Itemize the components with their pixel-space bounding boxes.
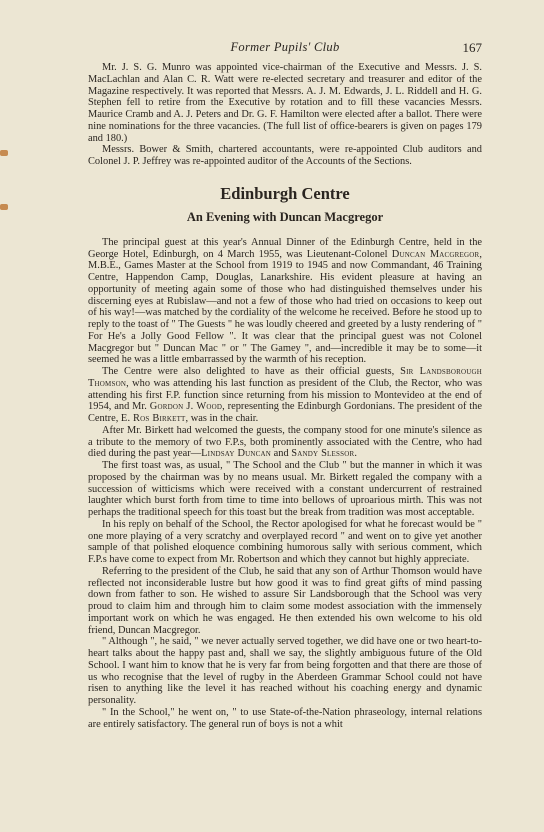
page-text (88, 62, 482, 730)
paragraph: Mr. J. S. G. Munro was appointed vice-chairman of the Executive and Messrs. J. S. MacLachlan and Alan C. R. Watt were re-elected secretary and treasurer and editor of the Magazine respectively. It was reported that Messrs. A. J. M. Edwards, J. L. Riddell and H. G. Stephen fell to retire from the Executive by rotation and to fill these vacancies Messrs. Maurice Cramb and A. J. Peters and Dr. G. F. Hamilton were elected after a ballot. There were nine nominations for the three vacancies. (The full list of office-bearers is given on pages 179 and 180.) (88, 62, 482, 144)
name-small-caps: Gordon J. Wood (149, 401, 223, 413)
margin-mark (0, 150, 8, 156)
section-title: Edinburgh Centre (220, 183, 350, 203)
paragraph: The principal guest at this year's Annual Dinner of the Edinburgh Centre, held in the George Hotel, Edinburgh, on 4 March 1955, was Lieutenant-Colonel Duncan Macgregor, M.B.E., Games Master at the School from 1919 to 1945 and now Commandant, 46 Training Centre, Happendon Camp, Douglas, Lanarkshire. His evident pleasure at having an opportunity of meeting again some of those who had distinguished themselves under his discerning eyes at Rubislaw—and not a few of those who had tried on occasions to keep out of his way!—was matched by the cordiality of the welcome he received. Before he stood up to reply to the toast of " The Guests " he was loudly cheered and greeted by a lusty rendering of " For He's a Jolly Good Fellow ". It was clear that the principal guest was not Colonel Macgregor but " Duncan Mac " or " The Gamey ", and—incredible it may be to some—it seemed he was a little embarrassed by the warmth of his reception. (88, 236, 482, 366)
page-number: 167 (462, 40, 482, 55)
paragraph: In his reply on behalf of the School, the Rector apologised for what he forecast would be " one more playing of a very scratchy and overplayed record " and went on to give yet another sample of that polished eloquence combining humorous sally with serious comment, which F.P.s have come to expect from Mr. Robertson and which they cannot but highly appreciate. (88, 518, 482, 565)
paragraph: Messrs. Bower & Smith, chartered accountants, were re-appointed Club auditors and Colonel J. P. Jeffrey was re-appointed auditor of the Accounts of the Sections. (88, 144, 482, 167)
margin-mark (0, 204, 8, 210)
name-small-caps: E. Ros Birkett (120, 413, 186, 424)
name-small-caps: Sir Landsborough Thomson (88, 366, 482, 389)
running-head (88, 40, 482, 58)
section-subtitle: An Evening with Duncan Macgregor (186, 209, 384, 224)
paragraph: After Mr. Birkett had welcomed the guests, the company stood for one minute's silence as a tribute to the memory of two F.P.s, both prominently associated with the Centre, who had died during the past year—Lindsay Duncan and Sandy Slessor. (88, 424, 482, 460)
paragraph: The Centre were also delighted to have as their official guests, Sir Landsborough Thomson, who was attending his last function as president of the Club, the Rector, who was attending his first F.P. function since returning from his mission to Montevideo at the end of 1954, and Mr. Gordon J. Wood, representing the Edinburgh Gordonians. The president of the Centre, E. Ros Birkett, was in the chair. (88, 366, 482, 424)
name-small-caps: Lindsay Duncan (201, 448, 272, 460)
paragraph: The first toast was, as usual, " The School and the Club " but the manner in which it was proposed by the chairman was by no means usual. Mr. Birkett regaled the company with a succession of witticisms which were received with a constant undercurrent of restrained laughter which burst forth from time to time into bellows of uproarious mirth. This was not perhaps the traditional speech for this toast but the break from tradition was most acceptable. (88, 460, 482, 518)
name-small-caps: Duncan Macgregor (391, 248, 480, 260)
name-small-caps: Sandy Slessor (291, 448, 355, 460)
paragraph: " Although ", he said, " we never actually served together, we did have one or two heart-to-heart talks about the happy past and, shall we say, the slightly ambiguous future of the Old School. I want him to know that he is very far from being forgotten and that there are those of us who recognise that the level of rugby in the Aberdeen Grammar School could not have risen to anything like the level it has reached without his coaching energy and dynamic personality. (88, 636, 482, 706)
paragraph: Referring to the president of the Club, he said that any son of Arthur Thomson would have reflected not inconsiderable lustre but how good it was to find great gifts of mind passing down from father to son. He wished to assure Sir Landsborough that the School was very proud to claim him and through him to claim some modest association with the immensely important work on which he was engaged. He then extended his own welcome to his old friend, Duncan Macgregor. (88, 565, 482, 636)
running-title: Former Pupils' Club (230, 40, 340, 54)
paragraph: " In the School," he went on, " to use State-of-the-Nation phraseology, internal relations are entirely satisfactory. The general run of boys is not a whit (88, 706, 482, 730)
